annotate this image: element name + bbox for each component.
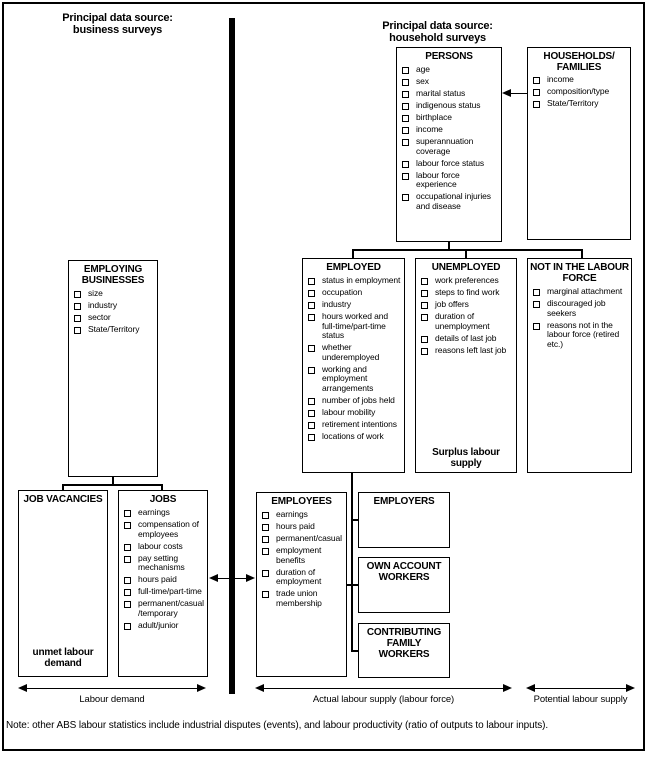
- list-item: [262, 510, 343, 520]
- list-item: [421, 346, 513, 356]
- bullet-square-icon: [74, 303, 81, 310]
- bullet-square-icon: [308, 367, 315, 374]
- bullet-square-icon: [402, 115, 409, 122]
- list-item: [308, 343, 401, 362]
- arrow-shaft: [214, 578, 250, 580]
- arrow-shaft: [23, 688, 201, 690]
- bullet-square-icon: [124, 577, 131, 584]
- contributing-family-workers-box-title: CONTRIBUTING FAMILY WORKERS: [366, 627, 442, 660]
- list-item-label: composition/type: [547, 86, 610, 96]
- list-item-label: duration of employment: [276, 566, 322, 586]
- footnote: Note: other ABS labour statistics include industrial disputes (events), and labour productivity (ratio of outputs to labour inputs).: [6, 720, 549, 731]
- job-vacancies-box-title: JOB VACANCIES: [23, 494, 103, 505]
- connector-line: [62, 484, 163, 486]
- list-item: [533, 87, 627, 97]
- list-item-label: industry: [322, 299, 351, 309]
- actual-labour-supply-label: Actual labour supply (labour force): [312, 694, 455, 705]
- bullet-square-icon: [124, 522, 131, 529]
- jobs-employees-arrow: [209, 574, 255, 583]
- bullet-square-icon: [402, 91, 409, 98]
- bullet-square-icon: [262, 591, 269, 598]
- bullet-square-icon: [124, 623, 131, 630]
- list-item: [402, 77, 498, 87]
- list-item: [421, 334, 513, 344]
- bullet-square-icon: [74, 315, 81, 322]
- unemployed-box: [415, 258, 517, 473]
- list-item-label: labour force experience: [416, 169, 460, 189]
- bullet-square-icon: [308, 314, 315, 321]
- list-item-label: marginal attachment: [547, 286, 623, 296]
- list-item-label: details of last job: [435, 332, 497, 343]
- bullet-square-icon: [308, 290, 315, 297]
- bullet-square-icon: [262, 512, 269, 519]
- list-item: [308, 396, 401, 406]
- list-item-label: indigenous status: [416, 100, 481, 110]
- list-item: [262, 589, 343, 608]
- connector-line: [351, 650, 359, 652]
- not-in-labour-force-box: [527, 258, 632, 473]
- bullet-square-icon: [533, 323, 540, 330]
- bullet-square-icon: [124, 556, 131, 563]
- list-item-label: occupation: [322, 287, 363, 297]
- list-item-label: steps to find work: [435, 287, 500, 297]
- list-item: [308, 432, 401, 442]
- bullet-square-icon: [74, 291, 81, 298]
- bullet-square-icon: [421, 302, 428, 309]
- employees-box-title: EMPLOYEES: [271, 496, 332, 507]
- job-vacancies-box: [18, 490, 108, 677]
- list-item-label: sector: [88, 312, 111, 322]
- surplus-labour-supply-label: Surplus labour supply: [432, 447, 500, 469]
- household-source-line2: household surveys: [389, 32, 486, 44]
- bullet-square-icon: [533, 77, 540, 84]
- bullet-square-icon: [402, 127, 409, 134]
- list-item: [124, 599, 204, 618]
- list-item: [124, 554, 204, 573]
- list-item-label: income: [416, 124, 443, 134]
- bullet-square-icon: [533, 101, 540, 108]
- bullet-square-icon: [533, 289, 540, 296]
- business-source-line2: business surveys: [72, 24, 163, 36]
- unmet-labour-demand-label: unmet labour demand: [32, 647, 94, 669]
- persons-box-title: PERSONS: [425, 51, 473, 62]
- list-item: [124, 575, 204, 585]
- list-item-label: status in employment: [322, 275, 401, 285]
- list-item: [402, 125, 498, 135]
- list-item-label: pay setting mechanisms: [138, 552, 185, 572]
- households-families-title-line2: FAMILIES: [556, 62, 602, 73]
- jobs-box: [118, 490, 208, 677]
- bullet-square-icon: [402, 173, 409, 180]
- list-item-label: reasons left last job: [435, 344, 507, 355]
- bullet-square-icon: [308, 345, 315, 352]
- not-in-labour-force-box-title: NOT IN THE LABOUR FORCE: [530, 262, 629, 284]
- list-item-label: industry: [88, 300, 117, 310]
- list-item-label: permanent/casual: [276, 533, 342, 543]
- business-source-line1: Principal data source:: [62, 12, 173, 24]
- bullet-square-icon: [308, 422, 315, 429]
- list-item-label: birthplace: [416, 112, 452, 122]
- list-item: [262, 546, 343, 565]
- employed-box-items: [303, 275, 404, 441]
- households-families-box-title: [528, 48, 630, 74]
- arrow-shaft: [531, 688, 630, 690]
- connector-line: [465, 249, 467, 258]
- bullet-square-icon: [124, 510, 131, 517]
- bullet-square-icon: [533, 301, 540, 308]
- bullet-square-icon: [533, 89, 540, 96]
- potential-labour-supply-arrow: [526, 684, 635, 693]
- arrowhead-right-icon: [197, 684, 206, 692]
- arrow-shaft: [260, 688, 507, 690]
- households-families-box: [527, 47, 631, 240]
- bullet-square-icon: [421, 290, 428, 297]
- list-item: [308, 408, 401, 418]
- household-source-label: [360, 20, 515, 44]
- bullet-square-icon: [308, 302, 315, 309]
- connector-line: [351, 519, 359, 521]
- list-item-label: superannuation coverage: [416, 136, 474, 156]
- employing-businesses-box-title: EMPLOYING BUSINESSES: [81, 264, 145, 286]
- business-source-label: [40, 12, 195, 36]
- divider-line: [229, 18, 235, 694]
- list-item: [421, 312, 513, 331]
- bullet-square-icon: [421, 348, 428, 355]
- employing-businesses-box: [68, 260, 158, 477]
- arrowhead-right-icon: [626, 684, 635, 692]
- list-item-label: reasons not in the labour force (retired etc.): [547, 319, 620, 349]
- employed-box: [302, 258, 405, 473]
- not-in-labour-force-box-items: [528, 286, 631, 349]
- list-item: [402, 89, 498, 99]
- actual-labour-supply-arrow: [255, 684, 512, 693]
- list-item: [74, 301, 154, 311]
- list-item: [402, 65, 498, 75]
- employed-box-title: EMPLOYED: [326, 262, 381, 273]
- bullet-square-icon: [262, 570, 269, 577]
- bullet-square-icon: [308, 278, 315, 285]
- list-item: [74, 289, 154, 299]
- list-item: [533, 287, 628, 297]
- list-item: [124, 520, 204, 539]
- own-account-workers-box: [358, 557, 450, 613]
- connector-line: [352, 249, 583, 251]
- own-account-workers-box-title: OWN ACCOUNT WORKERS: [366, 561, 442, 583]
- list-item: [402, 159, 498, 169]
- list-item-label: sex: [416, 76, 429, 86]
- list-item: [124, 542, 204, 552]
- list-item-label: marital status: [416, 88, 466, 98]
- list-item-label: hours paid: [138, 574, 177, 584]
- list-item-label: full-time/part-time: [138, 586, 202, 596]
- list-item-label: retirement intentions: [322, 418, 397, 429]
- bullet-square-icon: [402, 139, 409, 146]
- list-item-label: working and employment arrangements: [322, 363, 374, 393]
- bullet-square-icon: [402, 67, 409, 74]
- list-item-label: earnings: [138, 507, 170, 517]
- list-item: [421, 300, 513, 310]
- bullet-square-icon: [262, 548, 269, 555]
- bullet-square-icon: [308, 410, 315, 417]
- list-item: [533, 299, 628, 318]
- connector-line: [581, 249, 583, 258]
- list-item: [262, 568, 343, 587]
- list-item-label: size: [88, 288, 103, 298]
- list-item: [308, 312, 401, 341]
- connector-line: [351, 473, 353, 652]
- list-item-label: discouraged job seekers: [547, 298, 606, 318]
- labour-demand-arrow: [18, 684, 206, 693]
- list-item: [421, 288, 513, 298]
- households-families-box-items: [528, 74, 630, 109]
- list-item-label: labour costs: [138, 540, 183, 551]
- connector-line: [352, 249, 354, 258]
- list-item-label: State/Territory: [88, 324, 140, 334]
- households-to-persons-arrow: [502, 89, 527, 98]
- list-item-label: age: [416, 64, 430, 74]
- arrowhead-right-icon: [503, 684, 512, 692]
- employers-box: [358, 492, 450, 548]
- list-item-label: whether underemployed: [322, 342, 380, 362]
- connector-line: [346, 584, 359, 586]
- list-item-label: hours paid: [276, 521, 315, 531]
- list-item: [124, 587, 204, 597]
- employing-businesses-box-items: [69, 288, 157, 335]
- persons-box-items: [397, 64, 501, 211]
- list-item-label: income: [547, 74, 574, 84]
- list-item-label: permanent/casual/temporary: [138, 598, 204, 618]
- bullet-square-icon: [421, 336, 428, 343]
- contributing-family-workers-box: [358, 623, 450, 678]
- list-item-label: trade union membership: [276, 588, 322, 608]
- bullet-square-icon: [124, 601, 131, 608]
- list-item-label: job offers: [435, 299, 469, 309]
- bullet-square-icon: [402, 194, 409, 201]
- list-item-label: work preferences: [435, 275, 499, 285]
- employees-box: [256, 492, 347, 677]
- unemployed-box-title: UNEMPLOYED: [431, 262, 501, 273]
- list-item: [402, 113, 498, 123]
- employers-box-title: EMPLOYERS: [373, 496, 435, 507]
- unemployed-box-items: [416, 275, 516, 355]
- list-item-label: employment benefits: [276, 545, 322, 565]
- bullet-square-icon: [262, 524, 269, 531]
- bullet-square-icon: [421, 278, 428, 285]
- list-item-label: number of jobs held: [322, 394, 395, 405]
- list-item: [308, 288, 401, 298]
- list-item: [74, 325, 154, 335]
- list-item: [124, 508, 204, 518]
- potential-labour-supply-label: Potential labour supply: [533, 694, 628, 705]
- list-item: [533, 321, 628, 350]
- bullet-square-icon: [124, 589, 131, 596]
- list-item: [402, 137, 498, 156]
- list-item-label: adult/junior: [138, 619, 179, 630]
- arrowhead-right-icon: [246, 574, 255, 582]
- list-item: [262, 522, 343, 532]
- households-families-title-line1: HOUSEHOLDS/: [543, 51, 615, 62]
- list-item: [74, 313, 154, 323]
- list-item: [308, 300, 401, 310]
- list-item: [308, 276, 401, 286]
- list-item: [533, 75, 627, 85]
- arrow-shaft: [507, 93, 527, 95]
- bullet-square-icon: [308, 434, 315, 441]
- employees-box-items: [257, 509, 346, 608]
- list-item-label: earnings: [276, 509, 308, 519]
- list-item: [402, 171, 498, 190]
- jobs-box-items: [119, 507, 207, 630]
- list-item: [308, 420, 401, 430]
- bullet-square-icon: [402, 79, 409, 86]
- jobs-box-title: JOBS: [149, 494, 177, 505]
- list-item-label: labour force status: [416, 157, 485, 168]
- list-item-label: occupational injuries and disease: [416, 191, 491, 211]
- list-item: [262, 534, 343, 544]
- bullet-square-icon: [74, 327, 81, 334]
- list-item-label: duration of unemployment: [435, 311, 490, 331]
- bullet-square-icon: [402, 161, 409, 168]
- labour-demand-label: Labour demand: [79, 694, 145, 705]
- bullet-square-icon: [421, 314, 428, 321]
- bullet-square-icon: [402, 103, 409, 110]
- persons-box: [396, 47, 502, 242]
- bullet-square-icon: [124, 544, 131, 551]
- list-item-label: compensation of employees: [138, 519, 199, 539]
- list-item-label: hours worked and full-time/part-time status: [322, 311, 388, 340]
- list-item-label: locations of work: [322, 430, 384, 441]
- list-item: [402, 101, 498, 111]
- list-item: [533, 99, 627, 109]
- household-source-line1: Principal data source:: [382, 20, 493, 32]
- list-item: [308, 365, 401, 394]
- list-item: [402, 192, 498, 211]
- list-item: [421, 276, 513, 286]
- list-item-label: State/Territory: [547, 98, 599, 108]
- list-item-label: labour mobility: [322, 406, 376, 417]
- bullet-square-icon: [262, 536, 269, 543]
- list-item: [124, 621, 204, 631]
- bullet-square-icon: [308, 398, 315, 405]
